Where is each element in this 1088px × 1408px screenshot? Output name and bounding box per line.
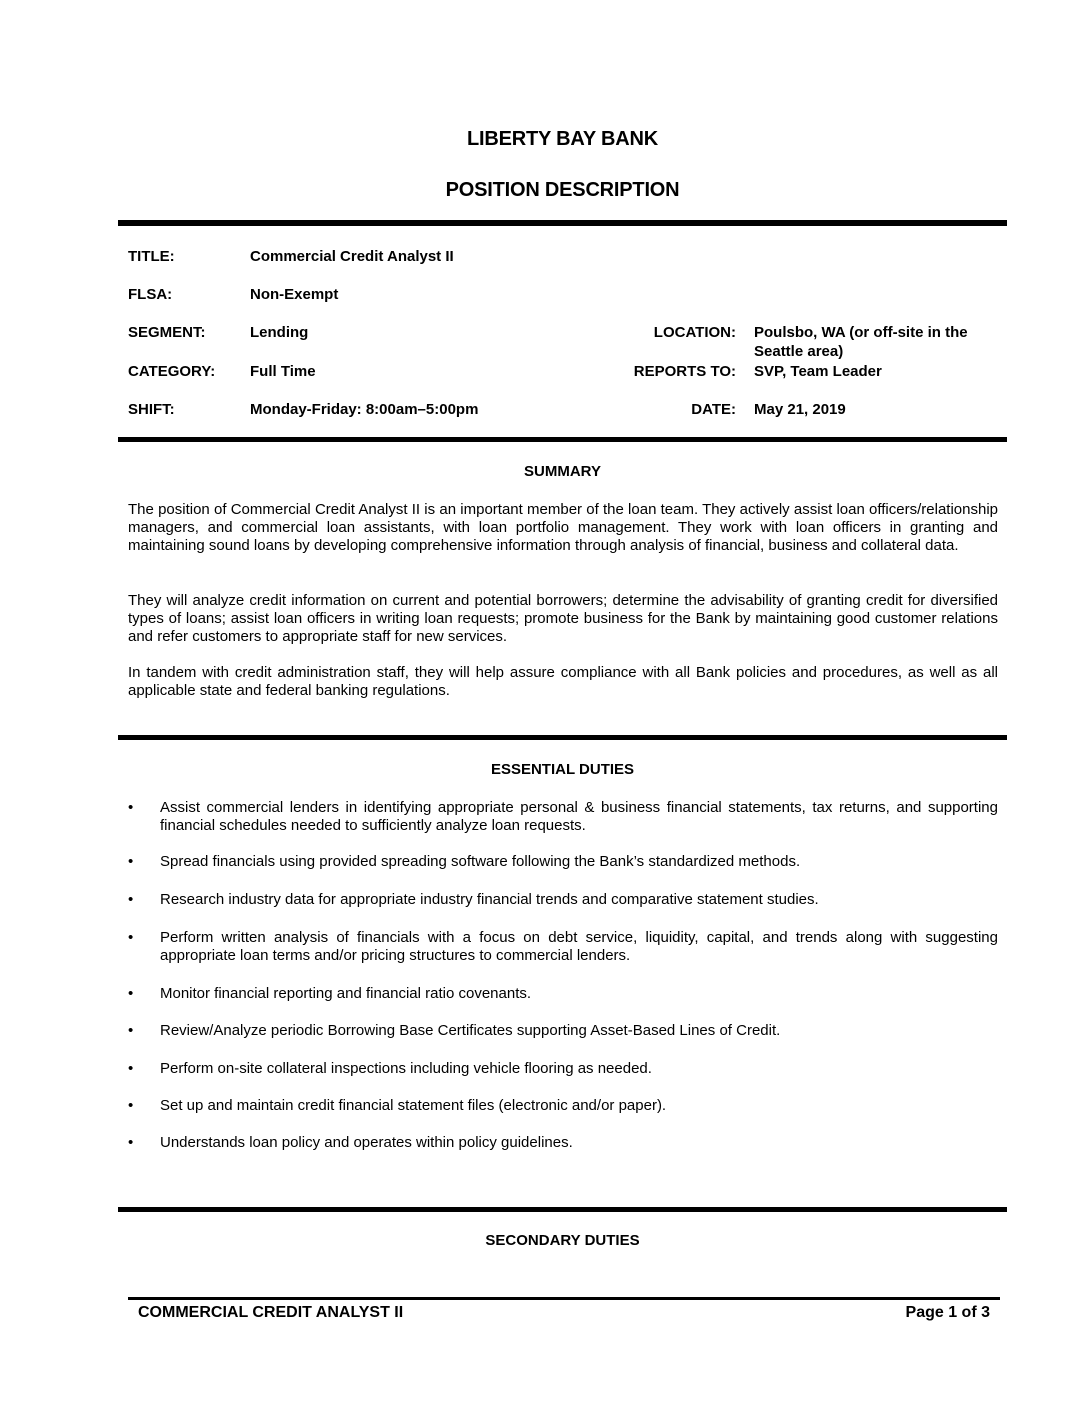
bullet-icon: • [128,853,134,870]
shift-value: Monday-Friday: 8:00am–5:00pm [250,401,479,418]
bullet-icon: • [128,891,134,908]
summary-heading: SUMMARY [524,463,601,480]
essential-duties-heading: ESSENTIAL DUTIES [490,761,635,778]
bullet-icon: • [128,1134,134,1151]
bullet-icon: • [128,1097,134,1114]
duty-text: Set up and maintain credit financial statement files (electronic and/or paper). [160,1097,667,1114]
date-label: DATE: [691,401,736,418]
duty-text: Understands loan policy and operates within policy guidelines. [160,1134,573,1151]
bank-name: LIBERTY BAY BANK [467,128,658,150]
segment-value: Lending [250,324,309,341]
secondary-duties-heading: SECONDARY DUTIES [485,1232,640,1249]
title-label: TITLE: [128,248,175,265]
summary-paragraph-1: The position of Commercial Credit Analyst II is an important member of the loan team. They actively assist loan officers/relationship managers, and commercial loan assistants, with loan portfolio management. They work with loan officers in granting and maintaining sound loans by developing comprehensive information through analysis of financial, business and collateral data. [128,501,998,554]
reports-to-value: SVP, Team Leader [754,363,882,380]
duties-rule [118,1207,1007,1212]
duty-text: Review/Analyze periodic Borrowing Base Certificates supporting Asset-Based Lines of Credit. [160,1022,781,1039]
location-value: Poulsbo, WA (or off-site in the Seattle area) [754,324,968,360]
category-value: Full Time [250,363,316,380]
category-label: CATEGORY: [128,363,216,380]
page-number: Page 1 of 3 [905,1304,990,1321]
duty-text: Research industry data for appropriate industry financial trends and comparative statement studies. [160,891,819,908]
header-rule [118,220,1007,226]
bullet-icon: • [128,1060,134,1077]
bullet-icon: • [128,1022,134,1039]
flsa-value: Non-Exempt [250,286,339,303]
title-value: Commercial Credit Analyst II [250,248,454,265]
summary-paragraph-2: They will analyze credit information on current and potential borrowers; determine the advisability of granting credit for diversified types of loans; assist loan officers in writing loan requests; promote business for the Bank by maintaining good customer relations and refer customers to appropriate staff for new services. [128,592,998,645]
shift-label: SHIFT: [128,401,175,418]
duty-text: Spread financials using provided spreading software following the Bank’s standardized methods. [160,853,801,870]
bullet-icon: • [128,985,134,1002]
info-rule [118,437,1007,442]
bullet-icon: • [128,929,134,946]
footer-rule [128,1297,1000,1300]
duty-text: Perform written analysis of financials with a focus on debt service, liquidity, capital, and trends along with suggesting appropriate loan terms and/or pricing structures to commercial lenders. [160,929,998,964]
document-title: POSITION DESCRIPTION [445,179,680,201]
bullet-icon: • [128,799,134,816]
reports-to-label: REPORTS TO: [633,363,736,380]
duty-text: Assist commercial lenders in identifying appropriate personal & business financial statements, tax returns, and supporting financial schedules needed to sufficiently analyze loan requests. [160,799,998,834]
summary-rule [118,735,1007,740]
summary-paragraph-3: In tandem with credit administration staff, they will help assure compliance with all Bank policies and procedures, as well as all applicable state and federal banking regulations. [128,664,998,699]
flsa-label: FLSA: [128,286,173,303]
duty-text: Perform on-site collateral inspections including vehicle flooring as needed. [160,1060,652,1077]
segment-label: SEGMENT: [128,324,206,341]
duty-text: Monitor financial reporting and financial ratio covenants. [160,985,532,1002]
location-label: LOCATION: [653,324,736,341]
date-value: May 21, 2019 [754,401,846,418]
footer-title: COMMERCIAL CREDIT ANALYST II [138,1304,404,1321]
